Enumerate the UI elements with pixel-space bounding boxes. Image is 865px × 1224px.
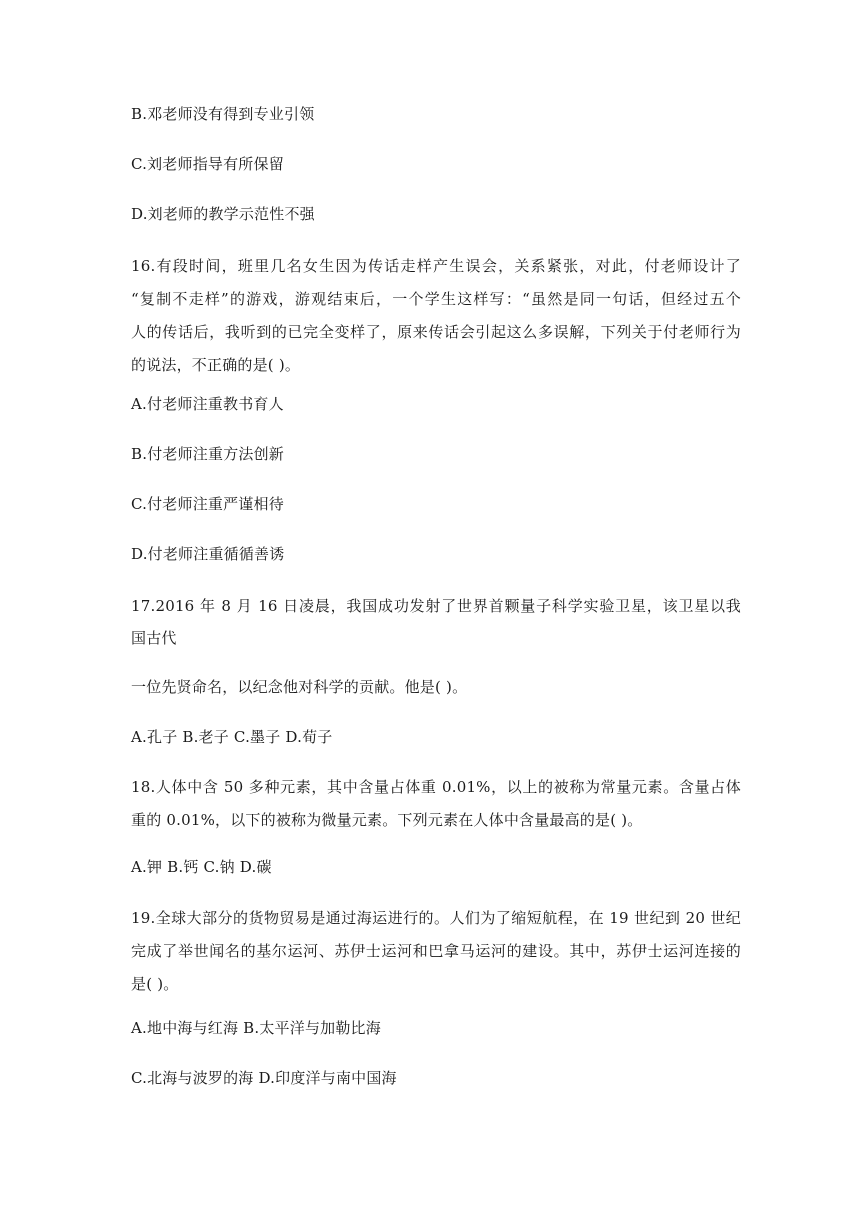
- q17-stem-line-1: 17.2016 年 8 月 16 日凌晨，我国成功发射了世界首颗量子科学实验卫星，该卫星以我: [131, 597, 741, 615]
- q15-option-c: C.刘老师指导有所保留: [131, 155, 284, 173]
- q15-option-d: D.刘老师的教学示范性不强: [131, 205, 315, 223]
- q17-stem-line-2: 国古代: [131, 629, 177, 647]
- q16-stem-line-4: 的说法，不正确的是( )。: [131, 356, 301, 374]
- q16-option-a: A.付老师注重教书育人: [131, 395, 284, 413]
- q16-stem-line-2: “复制不走样”的游戏，游观结束后，一个学生这样写：“虽然是同一句话，但经过五个: [131, 290, 741, 308]
- q19-stem-line-2: 完成了举世闻名的基尔运河、苏伊士运河和巴拿马运河的建设。其中，苏伊士运河连接的: [131, 942, 741, 960]
- q16-stem-line-3: 人的传话后，我听到的已完全变样了，原来传话会引起这么多误解，下列关于付老师行为: [131, 323, 741, 341]
- q17-stem-line-3: 一位先贤命名，以纪念他对科学的贡献。他是( )。: [131, 678, 468, 696]
- q18-stem-line-2: 重的 0.01%，以下的被称为微量元素。下列元素在人体中含量最高的是( )。: [131, 811, 643, 829]
- q16-option-d: D.付老师注重循循善诱: [131, 545, 285, 563]
- q19-stem-line-3: 是( )。: [131, 975, 179, 993]
- q16-option-c: C.付老师注重严谨相待: [131, 495, 284, 513]
- q18-options: A.钾 B.钙 C.钠 D.碳: [131, 858, 272, 876]
- q19-options-line-1: A.地中海与红海 B.太平洋与加勒比海: [131, 1019, 381, 1037]
- q17-options: A.孔子 B.老子 C.墨子 D.荀子: [131, 728, 333, 746]
- q16-stem-line-1: 16.有段时间，班里几名女生因为传话走样产生误会，关系紧张，对此，付老师设计了: [131, 257, 741, 275]
- q19-options-line-2: C.北海与波罗的海 D.印度洋与南中国海: [131, 1069, 397, 1087]
- q16-option-b: B.付老师注重方法创新: [131, 445, 284, 463]
- q15-option-b: B.邓老师没有得到专业引领: [131, 105, 315, 123]
- q18-stem-line-1: 18.人体中含 50 多种元素，其中含量占体重 0.01%，以上的被称为常量元素。含量占体: [131, 778, 741, 796]
- q19-stem-line-1: 19.全球大部分的货物贸易是通过海运进行的。人们为了缩短航程，在 19 世纪到 20 世纪: [131, 909, 741, 927]
